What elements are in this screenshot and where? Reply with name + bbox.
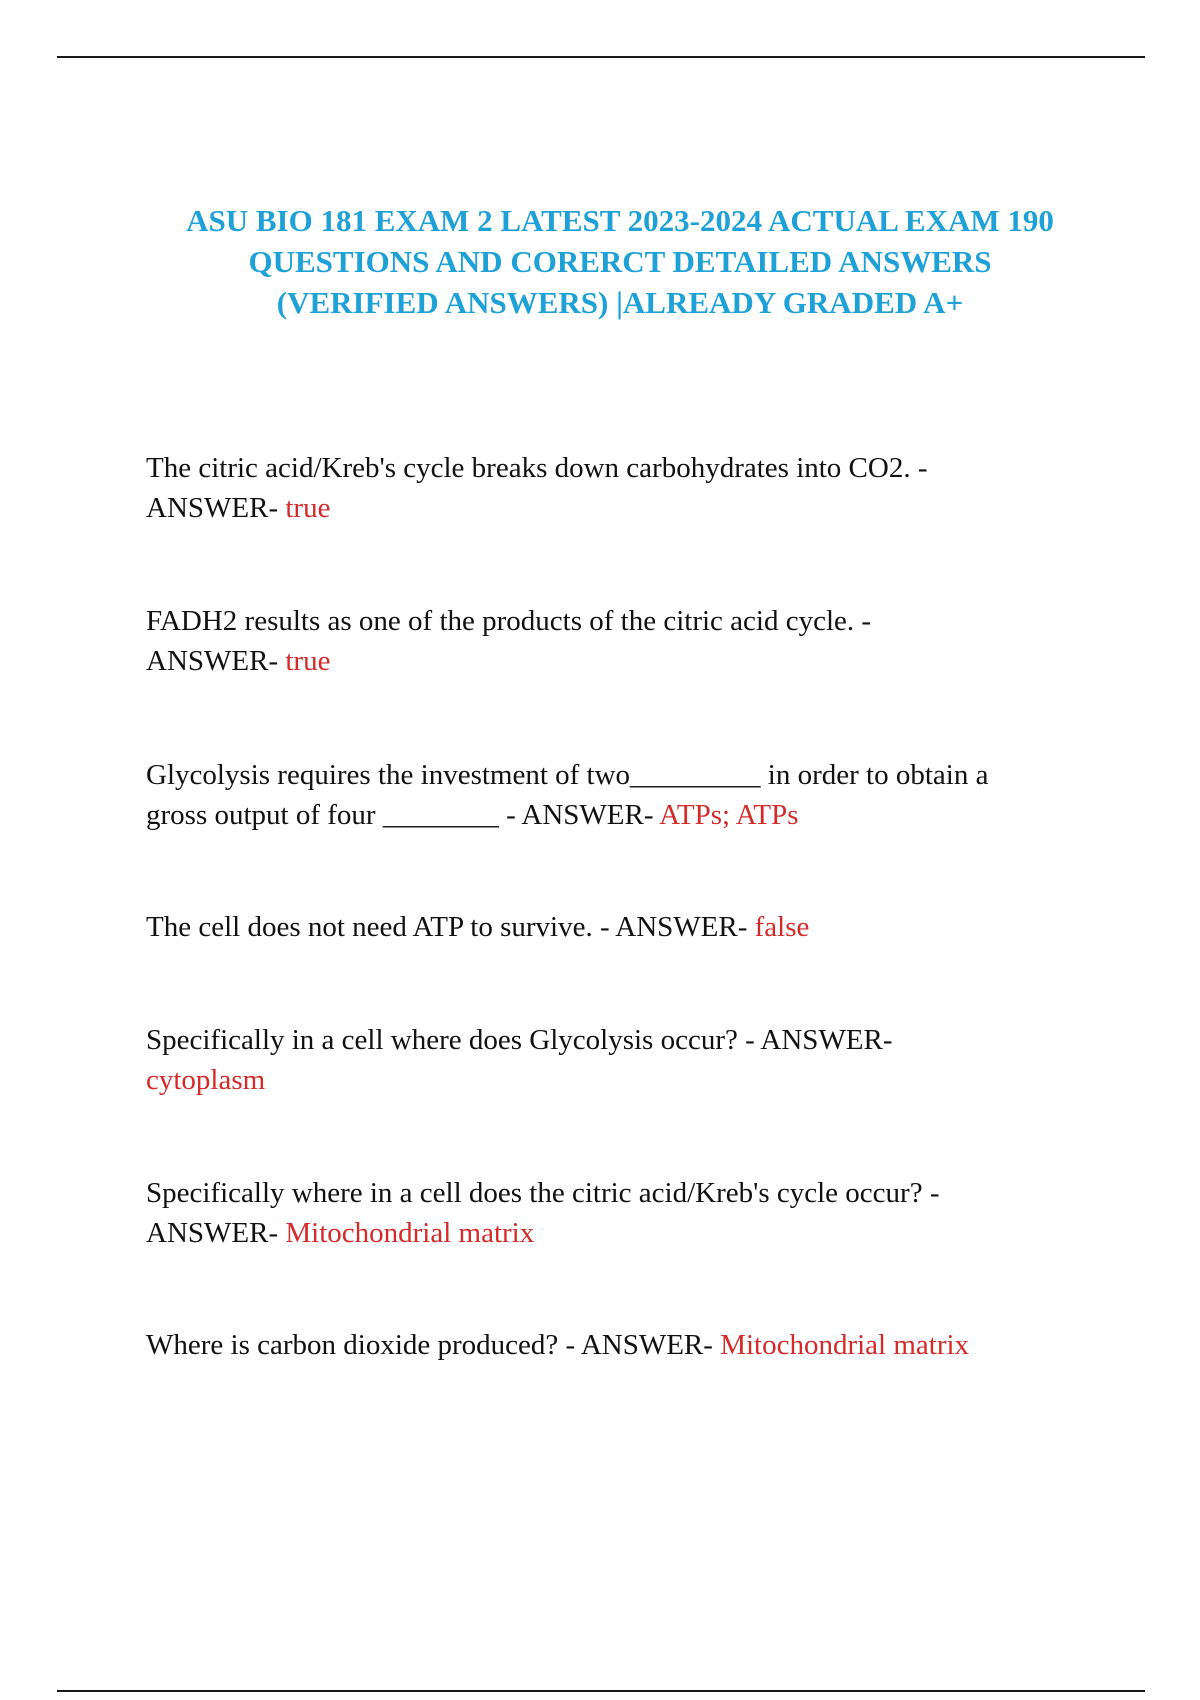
question-text: Specifically where in a cell does the citric acid/Kreb's cycle occur? -: [146, 1177, 940, 1209]
answer-text: true: [278, 645, 331, 677]
title-line-2: QUESTIONS AND CORERCT DETAILED ANSWERS: [248, 244, 992, 279]
qa-item-2: [146, 601, 1106, 681]
answer-prefix: ANSWER-: [146, 1217, 279, 1249]
question-text: Where is carbon dioxide produced? - ANSWER-: [146, 1329, 713, 1361]
answer-prefix: ANSWER-: [146, 492, 279, 524]
top-rule: [57, 56, 1145, 58]
bottom-rule: [57, 1690, 1145, 1692]
question-answer-line: [146, 1325, 1106, 1365]
answer-text: true: [278, 492, 331, 524]
qa-item-6: [146, 1173, 1106, 1253]
qa-item-1: [146, 448, 1106, 528]
question-answer-line: [146, 795, 1106, 835]
question-text: Glycolysis requires the investment of two_________ in order to obtain a: [146, 759, 989, 791]
answer-text: ATPs; ATPs: [653, 799, 799, 831]
question-answer-line: [146, 907, 1106, 947]
qa-item-7: [146, 1325, 1106, 1365]
question-text: The citric acid/Kreb's cycle breaks down carbohydrates into CO2. -: [146, 452, 928, 484]
answer-text: false: [747, 911, 810, 943]
question-answer-line: [146, 1213, 1106, 1253]
document-title: [130, 200, 1110, 323]
title-line-3: (VERIFIED ANSWERS) |ALREADY GRADED A+: [276, 285, 964, 320]
answer-prefix: ANSWER-: [146, 645, 279, 677]
qa-item-4: [146, 907, 1106, 947]
question-answer-line: [146, 641, 1106, 681]
qa-item-5: [146, 1020, 1106, 1100]
question-text: The cell does not need ATP to survive. - ANSWER-: [146, 911, 748, 943]
question-answer-line: [146, 488, 1106, 528]
qa-item-3: [146, 755, 1106, 835]
answer-prefix: gross output of four ________ - ANSWER-: [146, 799, 654, 831]
answer-text: Mitochondrial matrix: [712, 1329, 970, 1361]
question-text: Specifically in a cell where does Glycolysis occur? - ANSWER-: [146, 1024, 893, 1056]
question-text: FADH2 results as one of the products of the citric acid cycle. -: [146, 605, 872, 637]
title-line-1: ASU BIO 181 EXAM 2 LATEST 2023-2024 ACTUAL EXAM 190: [186, 203, 1054, 238]
answer-text: Mitochondrial matrix: [278, 1217, 535, 1249]
answer-text: cytoplasm: [146, 1064, 266, 1096]
